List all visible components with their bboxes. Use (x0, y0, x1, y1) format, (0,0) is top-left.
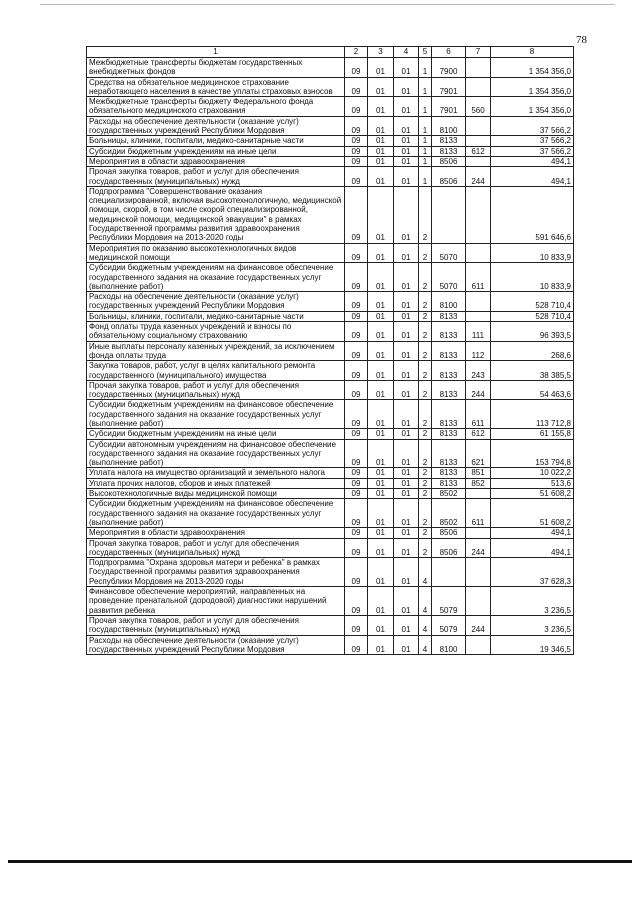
code-cell: 01 (368, 528, 394, 538)
row-name-cell: Мероприятия по оказанию высокотехнологичных видов медицинской помощи (87, 243, 345, 263)
code-cell (466, 635, 491, 655)
column-header: 6 (432, 47, 466, 58)
amount-cell: 96 393,5 (491, 322, 574, 342)
row-name-cell: Расходы на обеспечение деятельности (оказание услуг) государственных учреждений Республики Мордовия (87, 635, 345, 655)
code-cell: 01 (368, 468, 394, 478)
code-cell: 09 (345, 322, 368, 342)
code-cell: 8506 (432, 528, 466, 538)
row-name-cell: Мероприятия в области здравоохранения (87, 528, 345, 538)
amount-cell: 528 710,4 (491, 311, 574, 321)
code-cell: 01 (368, 478, 394, 488)
row-name-cell: Субсидии бюджетным учреждениям на иные цели (87, 146, 345, 156)
code-cell: 09 (345, 528, 368, 538)
table-row (87, 615, 574, 635)
code-cell: 8133 (432, 322, 466, 342)
row-name-cell: Иные выплаты персоналу казенных учреждений, за исключением фонда оплаты труда (87, 341, 345, 361)
code-cell: 09 (345, 400, 368, 429)
code-cell: 09 (345, 146, 368, 156)
code-cell: 09 (345, 439, 368, 468)
code-cell: 2 (419, 186, 432, 243)
code-cell (466, 587, 491, 616)
row-name-cell: Фонд оплаты труда казенных учреждений и взносы по обязательному социальному страхованию (87, 322, 345, 342)
code-cell: 01 (394, 499, 419, 528)
code-cell (466, 311, 491, 321)
code-cell: 01 (394, 429, 419, 439)
code-cell: 2 (419, 341, 432, 361)
table-row (87, 322, 574, 342)
row-name-cell: Субсидии автономным учреждениям на финансовое обеспечение государственного задания на оказание государственных услуг (выполнение работ) (87, 439, 345, 468)
code-cell (466, 156, 491, 166)
code-cell: 1 (419, 136, 432, 146)
row-name-cell: Межбюджетные трансферты бюджетам государственных внебюджетных фондов (87, 58, 345, 78)
row-name-cell: Подпрограмма "Совершенствование оказания специализированной, включая высокотехнологичную, медицинской помощи, скорой, в том числе скорой специализированной, медицинской помощи, медицинской эвакуации" в рамках Государственной программы развития здравоохранения Республики Мордовия на 2013-2020 годы (87, 186, 345, 243)
code-cell: 09 (345, 587, 368, 616)
code-cell: 01 (368, 538, 394, 558)
scan-bottom-edge (8, 860, 632, 863)
code-cell: 01 (368, 167, 394, 187)
code-cell: 2 (419, 499, 432, 528)
amount-cell: 37 628,3 (491, 558, 574, 587)
code-cell: 7901 (432, 97, 466, 117)
amount-cell: 37 566,2 (491, 136, 574, 146)
code-cell: 01 (368, 587, 394, 616)
code-cell: 8506 (432, 167, 466, 187)
code-cell: 01 (394, 243, 419, 263)
code-cell: 01 (368, 97, 394, 117)
code-cell: 01 (394, 478, 419, 488)
amount-cell: 494,1 (491, 528, 574, 538)
code-cell: 1 (419, 58, 432, 78)
row-name-cell: Прочая закупка товаров, работ и услуг для обеспечения государственных (муниципальных) нужд (87, 538, 345, 558)
row-name-cell: Прочая закупка товаров, работ и услуг для обеспечения государственных (муниципальных) нужд (87, 167, 345, 187)
code-cell: 2 (419, 439, 432, 468)
code-cell: 4 (419, 635, 432, 655)
code-cell: 111 (466, 322, 491, 342)
table-row (87, 468, 574, 478)
budget-table (86, 46, 574, 655)
code-cell: 612 (466, 429, 491, 439)
row-name-cell: Расходы на обеспечение деятельности (оказание услуг) государственных учреждений Республики Мордовия (87, 116, 345, 136)
code-cell: 8506 (432, 538, 466, 558)
code-cell: 8100 (432, 116, 466, 136)
code-cell: 01 (368, 361, 394, 381)
code-cell: 01 (368, 558, 394, 587)
column-header: 3 (368, 47, 394, 58)
table-header-row (87, 47, 574, 58)
code-cell: 01 (368, 489, 394, 499)
table-row (87, 587, 574, 616)
code-cell: 1 (419, 77, 432, 97)
table-row (87, 77, 574, 97)
table-row (87, 439, 574, 468)
code-cell: 09 (345, 499, 368, 528)
table-row (87, 167, 574, 187)
code-cell: 852 (466, 478, 491, 488)
code-cell: 5070 (432, 243, 466, 263)
table-row (87, 558, 574, 587)
code-cell: 09 (345, 429, 368, 439)
amount-cell: 494,1 (491, 156, 574, 166)
row-name-cell: Расходы на обеспечение деятельности (оказание услуг) государственных учреждений Республики Мордовия (87, 292, 345, 312)
code-cell: 01 (394, 58, 419, 78)
column-header: 8 (491, 47, 574, 58)
table-row (87, 635, 574, 655)
code-cell: 611 (466, 499, 491, 528)
code-cell: 01 (368, 635, 394, 655)
code-cell: 01 (368, 499, 394, 528)
row-name-cell: Закупка товаров, работ, услуг в целях капитального ремонта государственного (муниципального) имущества (87, 361, 345, 381)
row-name-cell: Высокотехнологичные виды медицинской помощи (87, 489, 345, 499)
amount-cell: 494,1 (491, 167, 574, 187)
code-cell (432, 558, 466, 587)
code-cell: 8133 (432, 341, 466, 361)
code-cell: 01 (368, 322, 394, 342)
code-cell: 1 (419, 156, 432, 166)
code-cell: 01 (368, 615, 394, 635)
code-cell: 1 (419, 146, 432, 156)
row-name-cell: Больницы, клиники, госпитали, медико-санитарные части (87, 136, 345, 146)
amount-cell: 1 354 356,0 (491, 97, 574, 117)
code-cell: 851 (466, 468, 491, 478)
code-cell: 2 (419, 429, 432, 439)
code-cell: 244 (466, 167, 491, 187)
code-cell: 01 (394, 538, 419, 558)
code-cell: 09 (345, 292, 368, 312)
code-cell: 244 (466, 615, 491, 635)
amount-cell: 528 710,4 (491, 292, 574, 312)
table-row (87, 380, 574, 400)
code-cell: 01 (368, 429, 394, 439)
code-cell: 01 (368, 58, 394, 78)
code-cell (466, 243, 491, 263)
amount-cell: 494,1 (491, 538, 574, 558)
code-cell: 4 (419, 587, 432, 616)
code-cell (466, 558, 491, 587)
code-cell: 09 (345, 361, 368, 381)
amount-cell: 51 608,2 (491, 489, 574, 499)
table-row (87, 499, 574, 528)
row-name-cell: Субсидии бюджетным учреждениям на финансовое обеспечение государственного задания на оказание государственных услуг (выполнение работ) (87, 499, 345, 528)
code-cell: 2 (419, 489, 432, 499)
row-name-cell: Мероприятия в области здравоохранения (87, 156, 345, 166)
code-cell: 01 (368, 311, 394, 321)
row-name-cell: Больницы, клиники, госпитали, медико-санитарные части (87, 311, 345, 321)
code-cell: 01 (394, 468, 419, 478)
row-name-cell: Прочая закупка товаров, работ и услуг для обеспечения государственных (муниципальных) нужд (87, 380, 345, 400)
table-row (87, 292, 574, 312)
code-cell (466, 489, 491, 499)
amount-cell: 51 608,2 (491, 499, 574, 528)
code-cell: 01 (394, 77, 419, 97)
code-cell: 1 (419, 167, 432, 187)
table-row (87, 97, 574, 117)
table-row (87, 361, 574, 381)
code-cell: 2 (419, 478, 432, 488)
code-cell (466, 58, 491, 78)
code-cell: 01 (368, 439, 394, 468)
code-cell: 09 (345, 167, 368, 187)
amount-cell: 3 236,5 (491, 587, 574, 616)
code-cell: 09 (345, 615, 368, 635)
code-cell: 01 (394, 587, 419, 616)
table-row (87, 489, 574, 499)
code-cell: 01 (394, 97, 419, 117)
code-cell: 09 (345, 635, 368, 655)
code-cell: 01 (394, 186, 419, 243)
code-cell (466, 116, 491, 136)
code-cell: 4 (419, 615, 432, 635)
code-cell: 01 (394, 136, 419, 146)
code-cell: 2 (419, 538, 432, 558)
code-cell: 2 (419, 243, 432, 263)
code-cell: 244 (466, 380, 491, 400)
code-cell: 2 (419, 380, 432, 400)
code-cell: 01 (394, 400, 419, 429)
amount-cell: 37 566,2 (491, 116, 574, 136)
code-cell: 09 (345, 186, 368, 243)
code-cell: 09 (345, 380, 368, 400)
code-cell: 01 (394, 322, 419, 342)
table-row (87, 528, 574, 538)
code-cell: 8133 (432, 439, 466, 468)
code-cell: 8133 (432, 400, 466, 429)
amount-cell: 19 346,5 (491, 635, 574, 655)
code-cell: 2 (419, 528, 432, 538)
code-cell: 01 (394, 167, 419, 187)
amount-cell: 10 833,9 (491, 243, 574, 263)
column-header: 2 (345, 47, 368, 58)
code-cell: 7900 (432, 58, 466, 78)
row-name-cell: Субсидии бюджетным учреждениям на иные цели (87, 429, 345, 439)
code-cell: 243 (466, 361, 491, 381)
code-cell: 01 (394, 615, 419, 635)
amount-cell: 268,6 (491, 341, 574, 361)
row-name-cell: Уплата налога на имущество организаций и земельного налога (87, 468, 345, 478)
code-cell: 8100 (432, 292, 466, 312)
code-cell: 01 (368, 136, 394, 146)
amount-cell: 38 385,5 (491, 361, 574, 381)
code-cell: 8133 (432, 429, 466, 439)
code-cell: 01 (394, 439, 419, 468)
code-cell: 01 (368, 77, 394, 97)
amount-cell: 591 646,6 (491, 186, 574, 243)
amount-cell: 113 712,8 (491, 400, 574, 429)
code-cell: 5079 (432, 615, 466, 635)
code-cell: 2 (419, 400, 432, 429)
code-cell: 01 (368, 380, 394, 400)
table-row (87, 186, 574, 243)
code-cell: 611 (466, 263, 491, 292)
code-cell: 09 (345, 478, 368, 488)
code-cell: 8502 (432, 499, 466, 528)
code-cell (466, 528, 491, 538)
row-name-cell: Средства на обязательное медицинское страхование неработающего населения в качестве уплаты страховых взносов (87, 77, 345, 97)
code-cell: 8133 (432, 380, 466, 400)
code-cell: 09 (345, 243, 368, 263)
amount-cell: 513,6 (491, 478, 574, 488)
table-row (87, 156, 574, 166)
code-cell: 244 (466, 538, 491, 558)
code-cell: 2 (419, 292, 432, 312)
code-cell: 01 (394, 156, 419, 166)
column-header: 4 (394, 47, 419, 58)
code-cell: 01 (394, 341, 419, 361)
code-cell: 4 (419, 558, 432, 587)
table-row (87, 538, 574, 558)
code-cell: 09 (345, 468, 368, 478)
code-cell: 2 (419, 311, 432, 321)
code-cell: 09 (345, 97, 368, 117)
code-cell: 2 (419, 322, 432, 342)
amount-cell: 153 794,8 (491, 439, 574, 468)
table-row (87, 243, 574, 263)
row-name-cell: Уплата прочих налогов, сборов и иных платежей (87, 478, 345, 488)
code-cell: 09 (345, 538, 368, 558)
table-row (87, 116, 574, 136)
table-row (87, 478, 574, 488)
code-cell: 09 (345, 116, 368, 136)
code-cell: 01 (394, 558, 419, 587)
code-cell: 01 (368, 400, 394, 429)
amount-cell: 37 566,2 (491, 146, 574, 156)
column-header: 7 (466, 47, 491, 58)
code-cell: 1 (419, 97, 432, 117)
code-cell: 612 (466, 146, 491, 156)
code-cell: 8133 (432, 146, 466, 156)
code-cell (466, 77, 491, 97)
row-name-cell: Подпрограмма "Охрана здоровья матери и ребенка" в рамках Государственной программы развития здравоохранения Республики Мордовия на 2013-2020 годы (87, 558, 345, 587)
amount-cell: 10 022,2 (491, 468, 574, 478)
row-name-cell: Прочая закупка товаров, работ и услуг для обеспечения государственных (муниципальных) нужд (87, 615, 345, 635)
amount-cell: 3 236,5 (491, 615, 574, 635)
code-cell: 09 (345, 77, 368, 97)
amount-cell: 10 833,9 (491, 263, 574, 292)
code-cell: 5079 (432, 587, 466, 616)
code-cell: 01 (368, 263, 394, 292)
table-row (87, 58, 574, 78)
code-cell: 09 (345, 263, 368, 292)
code-cell (466, 186, 491, 243)
code-cell: 09 (345, 311, 368, 321)
code-cell: 1 (419, 116, 432, 136)
table-row (87, 429, 574, 439)
row-name-cell: Межбюджетные трансферты бюджету Федерального фонда обязательного медицинского страхования (87, 97, 345, 117)
code-cell: 09 (345, 58, 368, 78)
code-cell (466, 292, 491, 312)
code-cell: 8133 (432, 478, 466, 488)
code-cell: 01 (394, 635, 419, 655)
code-cell: 8100 (432, 635, 466, 655)
amount-cell: 61 155,8 (491, 429, 574, 439)
row-name-cell: Субсидии бюджетным учреждениям на финансовое обеспечение государственного задания на оказание государственных услуг (выполнение работ) (87, 263, 345, 292)
scan-top-edge (40, 4, 615, 5)
code-cell (432, 186, 466, 243)
code-cell: 09 (345, 341, 368, 361)
code-cell: 112 (466, 341, 491, 361)
page-number: 78 (576, 34, 587, 46)
code-cell: 01 (368, 243, 394, 263)
code-cell: 01 (368, 292, 394, 312)
code-cell: 09 (345, 136, 368, 146)
code-cell: 01 (368, 146, 394, 156)
row-name-cell: Финансовое обеспечение мероприятий, направленных на проведение пренатальной (дородовой) диагностики нарушений развития ребенка (87, 587, 345, 616)
column-header: 5 (419, 47, 432, 58)
code-cell (466, 136, 491, 146)
code-cell: 09 (345, 489, 368, 499)
code-cell: 2 (419, 361, 432, 381)
table-row (87, 263, 574, 292)
table-row (87, 400, 574, 429)
table-row (87, 136, 574, 146)
table-row (87, 341, 574, 361)
table-row (87, 146, 574, 156)
code-cell: 5070 (432, 263, 466, 292)
row-name-cell: Субсидии бюджетным учреждениям на финансовое обеспечение государственного задания на оказание государственных услуг (выполнение работ) (87, 400, 345, 429)
code-cell: 8506 (432, 156, 466, 166)
code-cell: 8502 (432, 489, 466, 499)
code-cell: 01 (394, 380, 419, 400)
column-header: 1 (87, 47, 345, 58)
code-cell: 01 (394, 292, 419, 312)
code-cell: 611 (466, 400, 491, 429)
table-row (87, 311, 574, 321)
amount-cell: 54 463,6 (491, 380, 574, 400)
code-cell: 01 (394, 311, 419, 321)
code-cell: 01 (368, 341, 394, 361)
code-cell: 7901 (432, 77, 466, 97)
code-cell: 621 (466, 439, 491, 468)
code-cell: 8133 (432, 361, 466, 381)
code-cell: 01 (394, 263, 419, 292)
code-cell: 09 (345, 558, 368, 587)
code-cell: 560 (466, 97, 491, 117)
code-cell: 01 (368, 156, 394, 166)
code-cell: 8133 (432, 468, 466, 478)
code-cell: 2 (419, 468, 432, 478)
code-cell: 01 (394, 489, 419, 499)
code-cell: 01 (368, 116, 394, 136)
code-cell: 8133 (432, 136, 466, 146)
code-cell: 2 (419, 263, 432, 292)
code-cell: 01 (394, 361, 419, 381)
code-cell: 01 (394, 528, 419, 538)
code-cell: 01 (394, 116, 419, 136)
code-cell: 8133 (432, 311, 466, 321)
code-cell: 09 (345, 156, 368, 166)
code-cell: 01 (368, 186, 394, 243)
code-cell: 01 (394, 146, 419, 156)
amount-cell: 1 354 356,0 (491, 58, 574, 78)
amount-cell: 1 354 356,0 (491, 77, 574, 97)
